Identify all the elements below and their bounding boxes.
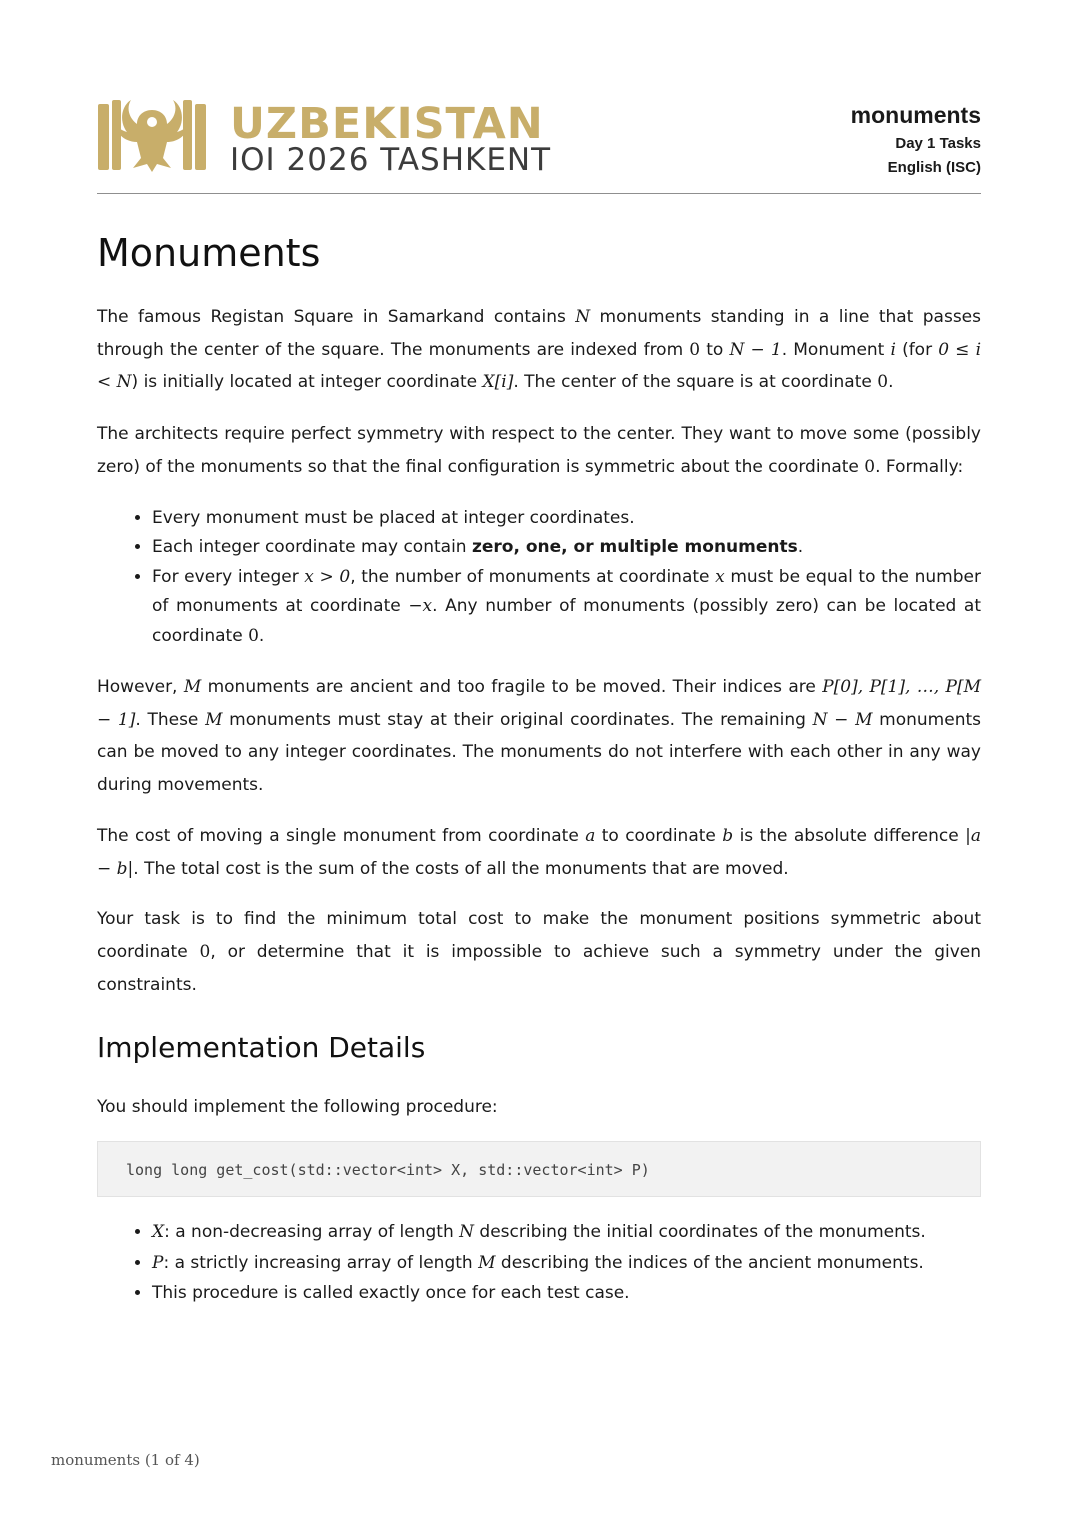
math-zero: 0 [877,372,889,393]
text-run: ) is initially located at integer coordinate [131,372,483,393]
text-run: monuments must stay at their original coordinates. The remaining [222,709,813,730]
list-item [152,533,981,563]
task-name: monuments [850,102,981,128]
text-run: must be equal to the number of monuments at coordinate [152,566,981,617]
math-zero: 0 [248,625,259,646]
math-index-range: 0 ≤ i < N [97,339,981,393]
text-run: : a strictly increasing array of length [163,1252,479,1273]
text-run: . The center of the square is at coordinate [513,372,878,393]
header-divider [97,193,981,194]
math-b: b [722,825,734,846]
day-label: Day 1 Tasks [895,135,981,152]
math-zero: 0 [199,941,211,962]
text-run: is the absolute difference [733,825,966,846]
math-i: i [890,339,896,360]
text-run: The architects require perfect symmetry with respect to the center. They want to move some (possibly zero) of the monuments so that the final configuration is symmetric about the coordinate [97,424,981,477]
math-n-minus-1: N − 1 [729,339,782,360]
text-run: , or determine that it is impossible to achieve such a symmetry under the given constraints. [97,941,981,995]
paragraph-ancient [97,671,981,802]
math-p: P [152,1252,164,1273]
text-run: . [888,372,894,393]
text-run: monuments standing in a line that passes through the center of the square. The monuments are indexed from [97,307,981,360]
bold-text: zero, one, or multiple monuments [471,537,798,558]
list-item [152,1278,981,1309]
text-run: However, [97,677,184,698]
math-m: M [478,1252,496,1273]
math-p-list: P[0], P[1], …, P[M − 1] [97,677,981,730]
paragraph-cost [97,820,981,885]
math-neg-x: −x [408,596,433,617]
text-run: This procedure is called exactly once for each test case. [152,1283,630,1304]
text-run: monuments can be moved to any integer coordinates. The monuments do not interfere with each other in any way during movements. [97,709,981,796]
math-m: M [183,677,202,698]
text-run: to [700,339,730,360]
text-run: . The total cost is the sum of the costs of all the monuments that are moved. [133,858,789,879]
statement-body [97,226,981,1309]
page-title: Monuments [97,231,321,275]
list-item [152,504,981,534]
rules-list [97,504,981,652]
implementation-intro: You should implement the following procedure: [97,1097,498,1118]
logo-country-text: UZBEKISTAN [230,99,544,149]
text-run: . [797,537,804,558]
list-item [152,1248,981,1279]
language-label: English (ISC) [887,159,981,176]
text-run: . Any number of monuments (possibly zero) can be located at coordinate [152,596,981,646]
page-footer: monuments (1 of 4) [51,1451,200,1469]
text-run: : a non-decreasing array of length [164,1222,460,1243]
code-signature: long long get_cost(std::vector<int> X, std::vector<int> P) [97,1141,981,1197]
list-item [152,1217,981,1248]
math-zero: 0 [689,339,701,360]
text-run: describing the indices of the ancient monuments. [495,1252,924,1273]
paragraph-intro [97,301,981,399]
section-heading: Implementation Details [97,1031,426,1065]
math-zero: 0 [864,456,876,477]
math-m: M [205,709,223,730]
math-abs-diff: |a − b| [97,825,981,879]
text-run: . Monument [781,339,891,360]
text-run: . These [135,709,206,730]
text-run: The famous Registan Square in Samarkand contains [97,307,576,327]
text-run: Your task is to find the minimum total cost to make the monument positions symmetric about coordinate [97,909,981,962]
text-run: monuments are ancient and too fragile to be moved. Their indices are [201,677,823,698]
text-run: Each integer coordinate may contain [152,537,472,558]
math-a: a [585,825,596,846]
text-run: describing the initial coordinates of the monuments. [474,1222,926,1243]
math-x: x [715,566,725,587]
text-run: Every monument must be placed at integer coordinates. [152,507,635,528]
list-item [152,563,981,652]
text-run: , the number of monuments at coordinate [350,566,716,587]
text-run: (for [895,339,939,360]
math-x-positive: x > 0 [304,566,351,587]
logo-event-text: IOI 2026 TASHKENT [230,142,552,178]
text-run: For every integer [152,566,305,587]
parameters-list [97,1217,981,1309]
header-meta [851,98,981,180]
math-n-minus-m: N − M [812,709,873,730]
paragraph-task [97,903,981,1001]
math-n: N [575,307,591,327]
text-run: . Formally: [875,456,964,477]
math-n: N [459,1222,475,1243]
ioi-eagle-logo-icon [97,96,207,176]
text-run: The cost of moving a single monument from coordinate [97,825,586,846]
math-x: X [152,1222,165,1243]
text-run: to coordinate [595,825,723,846]
page-header [97,96,981,180]
paragraph-symmetry [97,418,981,483]
text-run: . [258,625,265,646]
math-x-i: X[i] [482,372,514,393]
